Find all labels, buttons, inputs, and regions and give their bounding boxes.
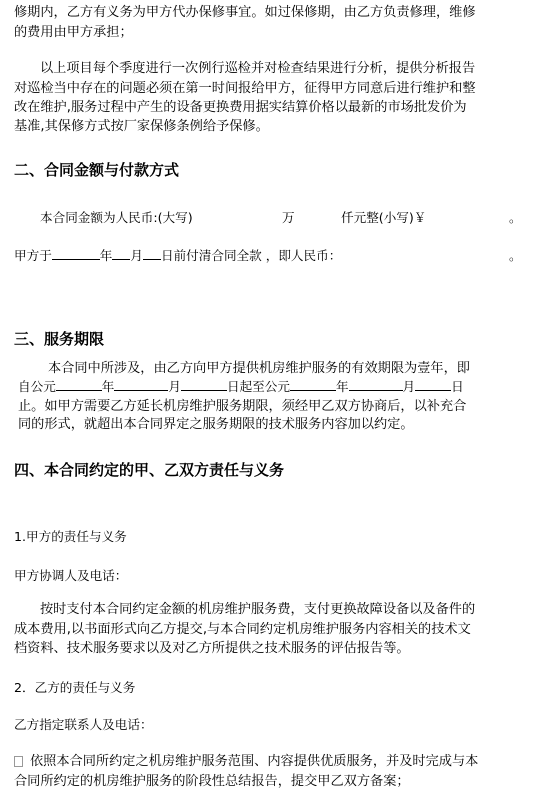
amount-qian-unit: 仟元整(小写)￥ xyxy=(341,210,427,225)
start-month-blank[interactable] xyxy=(114,378,168,391)
date-range-text: 日 xyxy=(451,379,464,394)
contact-label: 甲方协调人及电话： xyxy=(14,568,128,583)
payment-year-label: 年 xyxy=(99,248,113,263)
body-text-line xyxy=(14,753,478,771)
date-range-text: 自公元 xyxy=(18,379,56,394)
date-range-text: 月 xyxy=(168,379,181,394)
body-text-line: 本合同中所涉及，由乙方向甲方提供机房维护服务的有效期限为壹年，即 xyxy=(48,361,470,376)
year-blank[interactable] xyxy=(52,247,100,260)
end-day-blank[interactable] xyxy=(415,378,451,391)
month-blank[interactable] xyxy=(112,247,130,260)
body-text-line: 止。如甲方需要乙方延长机房维护服务期限，须经甲乙双方协商后，以补充合 xyxy=(18,399,467,414)
body-text-line: 成本费用,以书面形式向乙方提交,与本合同约定机房维护服务内容相关的技术文 xyxy=(14,622,471,637)
body-text-line: 同的形式，就超出本合同界定之服务期限的技术服务内容加以约定。 xyxy=(18,417,414,432)
payment-end-mark: 。 xyxy=(509,248,522,263)
date-range-text: 月 xyxy=(402,379,416,394)
body-text-line: 改在维护,服务过程中产生的设备更换费用据实结算价格以最新的市场批发价为 xyxy=(14,100,467,115)
body-text-line: 基准,其保修方式按厂家保修条例给予保修。 xyxy=(14,119,269,134)
date-range-line xyxy=(18,378,464,396)
payment-day-label: 日前付清合同全款 ，即人民币： xyxy=(160,248,342,263)
body-text-line: 的费用由甲方承担； xyxy=(14,25,133,40)
section-heading: 四、本合同约定的甲、乙双方责任与义务 xyxy=(14,461,285,479)
day-blank[interactable] xyxy=(143,247,161,260)
body-text-line: 档资料、技术服务要求以及对乙方所提供之技术服务的评估报告等。 xyxy=(14,641,410,656)
payment-prefix: 甲方于 xyxy=(14,248,52,263)
payment-month-label: 月 xyxy=(130,248,143,263)
amount-end-mark: 。 xyxy=(509,210,522,225)
body-text-line: 修期内，乙方有义务为甲方代办保修事宜。如过保修期，由乙方负责修理，维修 xyxy=(14,5,476,20)
end-month-blank[interactable] xyxy=(349,378,403,391)
start-year-blank[interactable] xyxy=(56,378,102,391)
body-text-line: 合同所约定的机房维护服务的阶段性总结报告，提交甲乙双方备案； xyxy=(14,774,410,789)
contact-label: 乙方指定联系人及电话： xyxy=(14,717,153,732)
date-range-text: 日起至公元 xyxy=(226,379,290,394)
subsection-title: 1.甲方的责任与义务 xyxy=(14,529,127,544)
amount-wan-unit: 万 xyxy=(282,210,295,225)
end-year-blank[interactable] xyxy=(290,378,336,391)
body-text-line: 对巡检当中存在的问题必须在第一时间报给甲方，征得甲方同意后进行维护和整 xyxy=(14,81,476,96)
date-range-text: 年 xyxy=(101,379,115,394)
date-range-text: 年 xyxy=(335,379,349,394)
contract-amount-line xyxy=(40,209,193,227)
paragraph-marker-icon xyxy=(14,756,23,767)
start-day-blank[interactable] xyxy=(181,378,227,391)
subsection-title: 2．乙方的责任与义务 xyxy=(14,680,136,695)
body-text-line: 按时支付本合同约定金额的机房维护服务费，支付更换故障设备以及备件的 xyxy=(40,602,476,617)
duty-text: 依照本合同所约定之机房维护服务范围、内容提供优质服务，并及时完成与本 xyxy=(30,754,479,769)
section-heading: 二、合同金额与付款方式 xyxy=(14,161,180,179)
payment-line xyxy=(14,247,341,265)
section-heading: 三、服务期限 xyxy=(14,330,105,348)
body-text-line: 以上项目每个季度进行一次例行巡检并对检查结果进行分析，提供分析报告 xyxy=(40,61,476,76)
amount-label: 本合同金额为人民币:(大写) xyxy=(40,210,193,225)
